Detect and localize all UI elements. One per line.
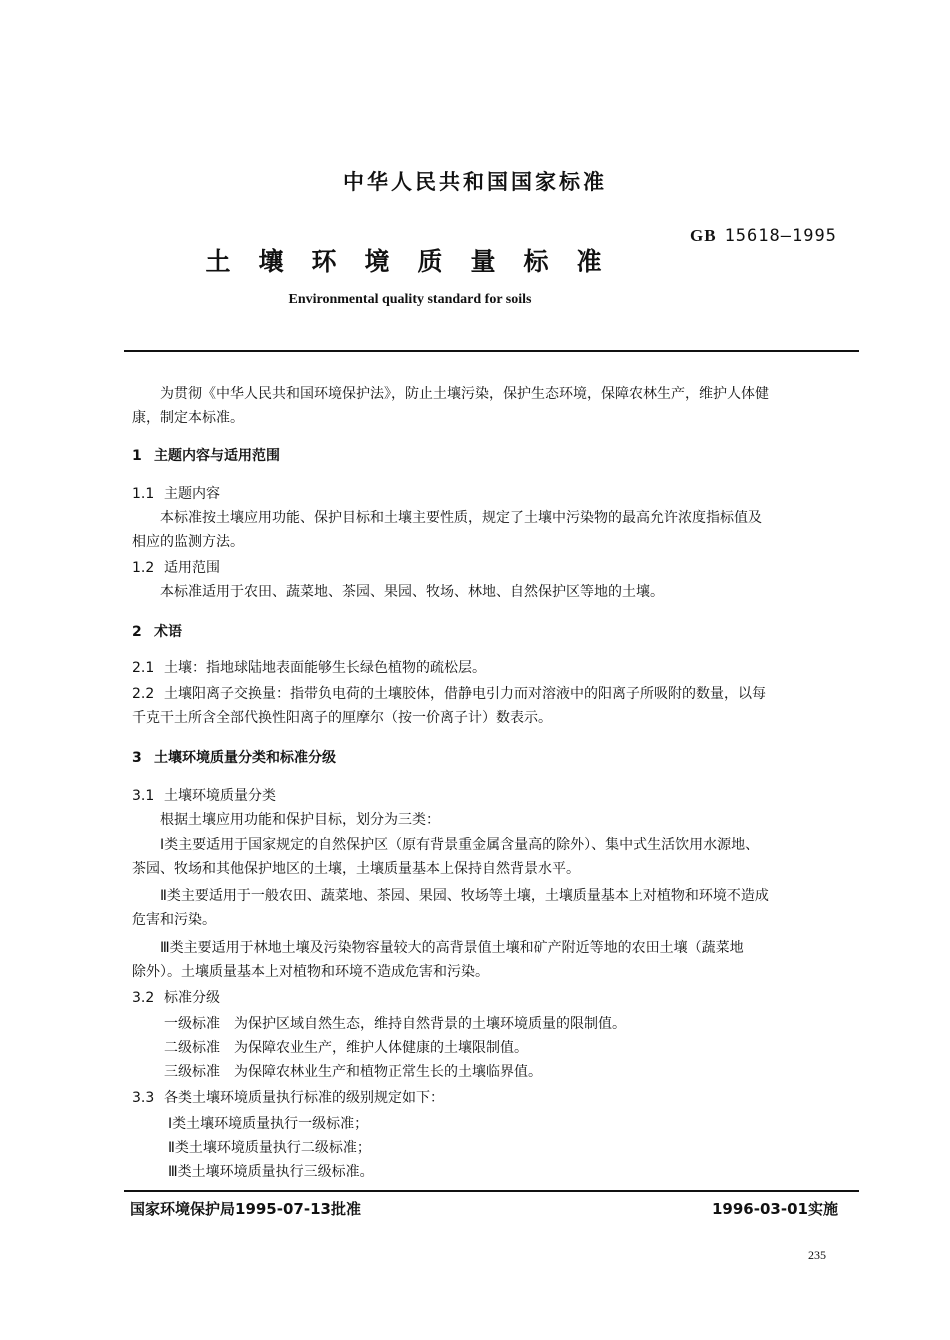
section-1-heading (132, 446, 280, 467)
standard-prefix: GB (690, 226, 717, 245)
section-3-1-intro: 根据土壤应用功能和保护目标，划分为三类： (160, 812, 440, 828)
section-2-2 (132, 684, 766, 705)
section-2-1 (132, 658, 486, 679)
grade-text: 为保障农林业生产和植物正常生长的土壤临界值。 (234, 1064, 542, 1080)
class-2-line-1: Ⅱ类主要适用于一般农田、蔬菜地、茶园、果园、牧场等土壤，土壤质量基本上对植物和环境不造成 (160, 888, 769, 904)
section-3-heading (132, 748, 336, 769)
section-3-3-heading (132, 1088, 444, 1109)
section-title: 土壤环境质量分类和标准分级 (154, 750, 336, 766)
grade-label: 三级标准 (164, 1064, 220, 1080)
section-title: 标准分级 (164, 990, 220, 1006)
section-title: 土壤环境质量分类 (164, 788, 276, 804)
rule-2: Ⅱ类土壤环境质量执行二级标准； (168, 1140, 371, 1156)
national-standard-heading: 中华人民共和国国家标准 (343, 170, 607, 194)
section-title: 主题内容 (164, 486, 220, 502)
section-title: 适用范围 (164, 560, 220, 576)
section-number: 2.2 (132, 686, 155, 702)
section-number: 3.2 (132, 990, 155, 1006)
section-text: 土壤阳离子交换量：指带负电荷的土壤胶体，借静电引力而对溶液中的阳离子所吸附的数量，以每 (164, 686, 766, 702)
section-title: 术语 (154, 624, 182, 640)
class-3-line-1: Ⅲ类主要适用于林地土壤及污染物容量较大的高背景值土壤和矿产附近等地的农田土壤（蔬菜地 (160, 940, 744, 956)
section-number: 1.1 (132, 486, 155, 502)
effective-date: 1996-03-01实施 (712, 1200, 838, 1218)
section-number: 2 (132, 624, 142, 640)
grade-label: 二级标准 (164, 1040, 220, 1056)
intro-line-1: 为贯彻《中华人民共和国环境保护法》，防止土壤污染，保护生态环境，保障农林生产，维护人体健 (160, 386, 769, 402)
section-1-2-heading (132, 558, 220, 579)
section-number: 3.3 (132, 1090, 155, 1106)
document-title: 土壤环境质量标准 (205, 247, 630, 276)
class-3-line-2: 除外）。土壤质量基本上对植物和环境不造成危害和污染。 (132, 964, 489, 980)
section-1-1-text-1: 本标准按土壤应用功能、保护目标和土壤主要性质，规定了土壤中污染物的最高允许浓度指标值及 (160, 510, 762, 526)
section-text: 土壤：指地球陆地表面能够生长绿色植物的疏松层。 (164, 660, 486, 676)
section-number: 3 (132, 750, 142, 766)
section-3-2-heading (132, 988, 220, 1009)
section-number: 2.1 (132, 660, 155, 676)
document-title-english: Environmental quality standard for soils (288, 292, 532, 307)
grade-1 (164, 1014, 626, 1035)
class-1-line-2: 茶园、牧场和其他保护地区的土壤，土壤质量基本上保持自然背景水平。 (132, 861, 580, 877)
class-1-line-1: Ⅰ类主要适用于国家规定的自然保护区（原有背景重金属含量高的除外）、集中式生活饮用水源地、 (160, 837, 760, 853)
section-number: 1.2 (132, 560, 155, 576)
section-title: 各类土壤环境质量执行标准的级别规定如下： (164, 1090, 444, 1106)
section-1-2-text-1: 本标准适用于农田、蔬菜地、茶园、果园、牧场、林地、自然保护区等地的土壤。 (160, 584, 664, 600)
section-2-heading (132, 622, 182, 643)
grade-2 (164, 1038, 528, 1059)
intro-line-2: 康，制定本标准。 (132, 410, 244, 426)
section-3-1-heading (132, 786, 276, 807)
header-divider (124, 350, 859, 352)
class-2-line-2: 危害和污染。 (132, 912, 216, 928)
grade-label: 一级标准 (164, 1016, 220, 1032)
section-2-2-text-2: 千克干土所含全部代换性阳离子的厘摩尔（按一价离子计）数表示。 (132, 710, 552, 726)
section-1-1-text-2: 相应的监测方法。 (132, 534, 244, 550)
page-number: 235 (808, 1248, 826, 1262)
footer-divider (124, 1190, 859, 1192)
approval-date: 国家环境保护局1995-07-13批准 (130, 1200, 361, 1218)
section-1-1-heading (132, 484, 220, 505)
grade-text: 为保障农业生产，维护人体健康的土壤限制值。 (234, 1040, 528, 1056)
rule-3: Ⅲ类土壤环境质量执行三级标准。 (168, 1164, 374, 1180)
section-title: 主题内容与适用范围 (154, 448, 280, 464)
section-number: 1 (132, 448, 142, 464)
rule-1: Ⅰ类土壤环境质量执行一级标准； (168, 1116, 369, 1132)
standard-number: 15618—1995 (724, 226, 837, 246)
section-number: 3.1 (132, 788, 155, 804)
grade-text: 为保护区域自然生态，维持自然背景的土壤环境质量的限制值。 (234, 1016, 626, 1032)
grade-3 (164, 1062, 542, 1083)
